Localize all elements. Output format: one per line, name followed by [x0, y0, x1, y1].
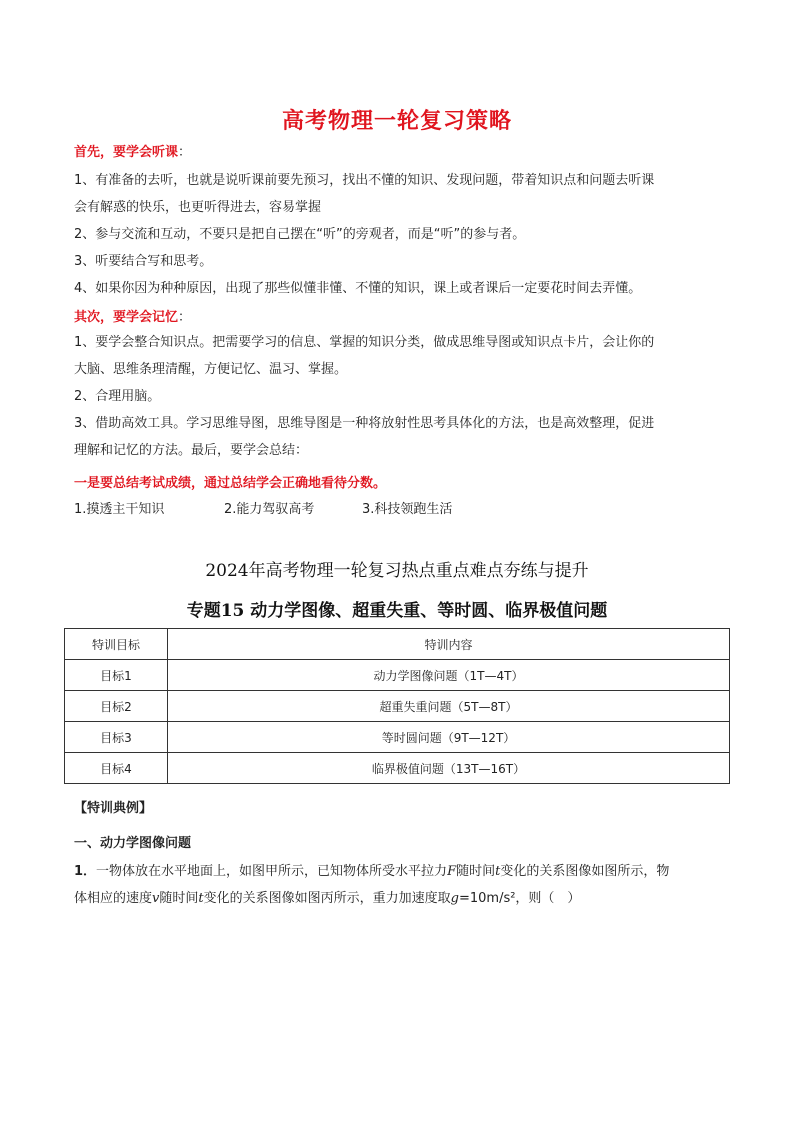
question-number: 1． [74, 864, 97, 879]
table-row [65, 691, 730, 722]
paragraph-line: 大脑、思维条理清醒，方便记忆、温习、掌握。 [74, 362, 348, 377]
question-text: 一物体放在水平地面上，如图甲所示，已知物体所受水平拉力 [96, 864, 448, 879]
section-heading-listen [74, 141, 191, 160]
paragraph-line: 4、如果你因为种种原因，出现了那些似懂非懂、不懂的知识，课上或者课后一定要花时间去弄懂。 [74, 281, 642, 296]
question-text: 变化的关系图像如图丙所示，重力加速度取 [203, 891, 451, 906]
question-text: 随时间 [456, 864, 496, 879]
table-cell: 目标3 [65, 722, 168, 753]
table-cell: 临界极值问题（13T—16T） [168, 753, 730, 784]
table-header-cell: 特训目标 [65, 629, 168, 660]
heading-colon: ： [178, 310, 192, 325]
paragraph-line: 2、合理用脑。 [74, 389, 161, 404]
paragraph-line: 会有解惑的快乐，也更听得进去，容易掌握 [74, 200, 322, 215]
document-title: 2024年高考物理一轮复习热点重点难点夯练与提升 [205, 561, 589, 581]
question-text: 变化的关系图像如图所示，物 [500, 864, 670, 879]
symbol-gravity: g [450, 891, 459, 906]
table-cell: 超重失重问题（5T—8T） [168, 691, 730, 722]
table-row [65, 660, 730, 691]
table-row [65, 753, 730, 784]
question-text: 随时间 [159, 891, 199, 906]
symbol-time: t [198, 891, 204, 906]
page-title: 高考物理一轮复习策略 [281, 109, 512, 134]
tip-item: 3.科技领跑生活 [362, 502, 453, 517]
paragraph-line: 理解和记忆的方法。最后，要学会总结： [74, 443, 309, 458]
tips-row [74, 498, 452, 517]
tip-item: 1.摸透主干知识 [74, 502, 165, 517]
section-heading-text: 首先，要学会听课 [74, 145, 179, 160]
highlight-text: 一是要总结考试成绩，通过总结学会正确地看待分数。 [74, 476, 387, 491]
question-text: =10m/s²，则（ ） [458, 891, 581, 906]
symbol-force: F [447, 864, 457, 879]
paragraph-line: 1、有准备的去听，也就是说听课前要先预习，找出不懂的知识、发现问题，带着知识点和问题去听课 [74, 173, 655, 188]
symbol-time: t [495, 864, 501, 879]
training-targets-table [64, 628, 730, 784]
part-heading: 一、动力学图像问题 [74, 836, 192, 851]
examples-heading: 【特训典例】 [74, 801, 153, 816]
table-cell: 目标2 [65, 691, 168, 722]
question-text: 体相应的速度 [74, 891, 153, 906]
question-1 [74, 858, 726, 912]
paragraph-line: 3、借助高效工具。学习思维导图，思维导图是一种将放射性思考具体化的方法，也是高效整理，促进 [74, 416, 655, 431]
table-row [65, 722, 730, 753]
paragraph-line: 2、参与交流和互动，不要只是把自己摆在“听”的旁观者，而是“听”的参与者。 [74, 227, 526, 242]
symbol-velocity: v [152, 891, 160, 906]
table-header-row [65, 629, 730, 660]
table-cell: 等时圆问题（9T—12T） [168, 722, 730, 753]
paragraph-line: 3、听要结合写和思考。 [74, 254, 213, 269]
table-cell: 动力学图像问题（1T—4T） [168, 660, 730, 691]
table-cell: 目标1 [65, 660, 168, 691]
section-heading-memory [74, 306, 191, 325]
heading-colon: ： [178, 145, 192, 160]
topic-title: 专题15 动力学图像、超重失重、等时圆、临界极值问题 [186, 601, 608, 621]
section-heading-text: 其次，要学会记忆 [74, 310, 179, 325]
table-header-cell: 特训内容 [168, 629, 730, 660]
paragraph-line: 1、要学会整合知识点。把需要学习的信息、掌握的知识分类，做成思维导图或知识点卡片，会让你的 [74, 335, 655, 350]
table-cell: 目标4 [65, 753, 168, 784]
tip-item: 2.能力驾驭高考 [224, 502, 315, 517]
